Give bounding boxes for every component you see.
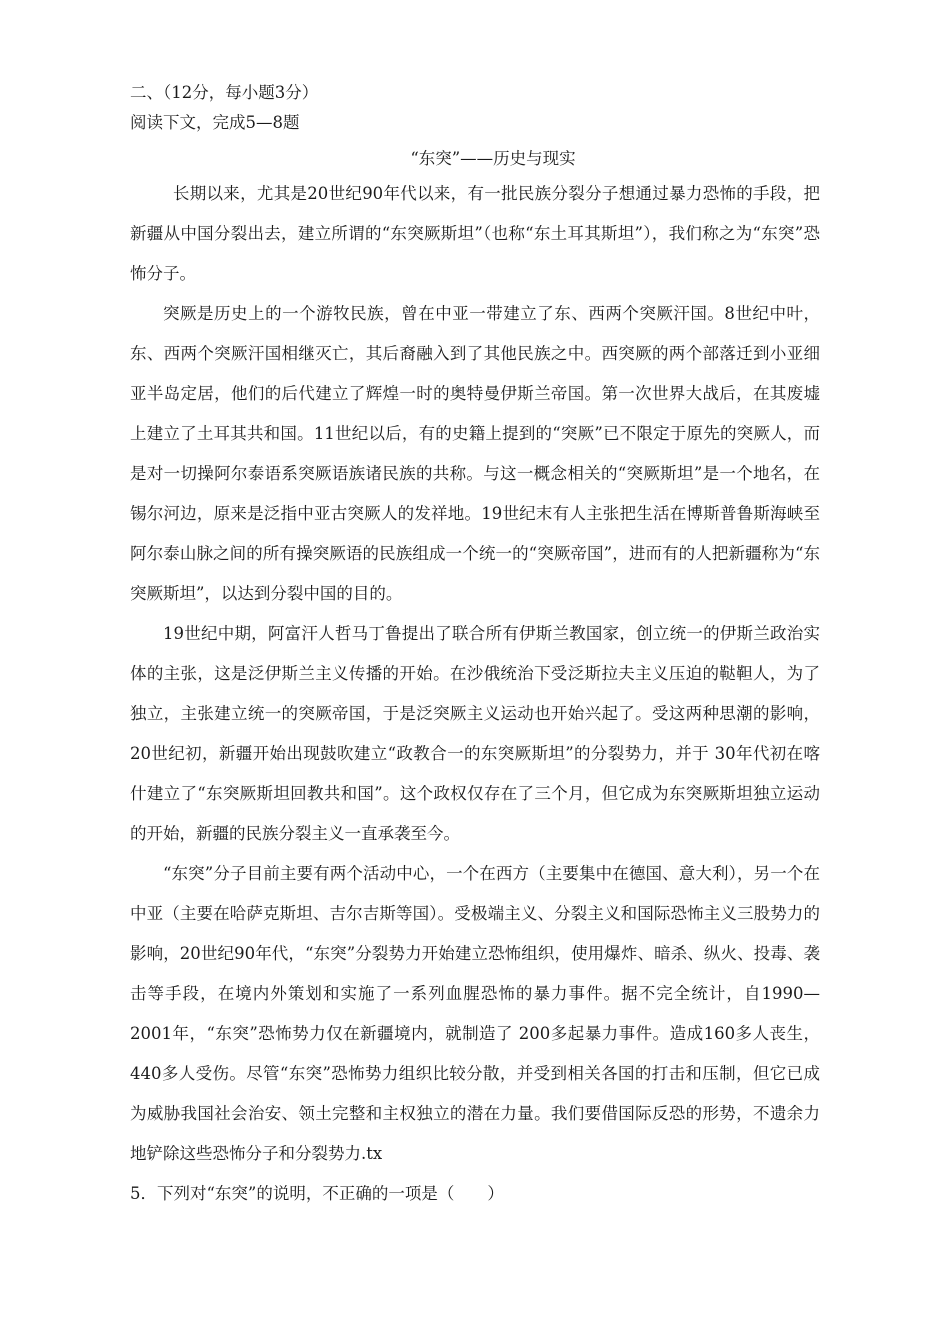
reading-instruction: 阅读下文，完成5—8题 (130, 113, 300, 132)
article-body (130, 174, 820, 1174)
article-paragraph-4: “东突”分子目前主要有两个活动中心，一个在西方（主要集中在德国、意大利），另一个在中亚（主要在哈萨克斯坦、吉尔吉斯等国）。受极端主义、分裂主义和国际恐怖主义三股势力的影响，20世纪90年代，“东突”分裂势力开始建立恐怖组织，使用爆炸、暗杀、纵火、投毒、袭击等手段，在境内外策划和实施了一系列血腥恐怖的暴力事件。据不完全统计，自1990—2001年，“东突”恐怖势力仅在新疆境内，就制造了 200多起暴力事件。造成160多人丧生，440多人受伤。尽管“东突”恐怖势力组织比较分散，并受到相关各国的打击和压制，但它已成为威胁我国社会治安、领土完整和主权独立的潜在力量。我们要借国际反恐的形势，不遗余力地铲除这些恐怖分子和分裂势力.tx (130, 864, 820, 1163)
document-page (130, 78, 820, 1214)
question-5: 5．下列对“东突”的说明，不正确的一项是（ ） (130, 1184, 504, 1203)
section-heading: 二、（12分，每小题3分） (130, 83, 319, 102)
article-paragraph-2: 突厥是历史上的一个游牧民族，曾在中亚一带建立了东、西两个突厥汗国。8世纪中叶，东、西两个突厥汗国相继灭亡，其后裔融入到了其他民族之中。西突厥的两个部落迁到小亚细亚半岛定居，他们的后代建立了辉煌一时的奥特曼伊斯兰帝国。第一次世界大战后，在其废墟上建立了土耳其共和国。11世纪以后，有的史籍上提到的“突厥”已不限定于原先的突厥人，而是对一切操阿尔泰语系突厥语族诸民族的共称。与这一概念相关的“突厥斯坦”是一个地名，在锡尔河边，原来是泛指中亚古突厥人的发祥地。19世纪末有人主张把生活在博斯普鲁斯海峡至阿尔泰山脉之间的所有操突厥语的民族组成一个统一的“突厥帝国”，进而有的人把新疆称为“东突厥斯坦”，以达到分裂中国的目的。 (130, 304, 820, 603)
article-paragraph-3: 19世纪中期，阿富汗人哲马丁鲁提出了联合所有伊斯兰教国家，创立统一的伊斯兰政治实体的主张，这是泛伊斯兰主义传播的开始。在沙俄统治下受泛斯拉夫主义压迫的鞑靼人，为了独立，主张建立统一的突厥帝国，于是泛突厥主义运动也开始兴起了。受这两种思潮的影响，20世纪初，新疆开始出现鼓吹建立“政教合一的东突厥斯坦”的分裂势力，并于 30年代初在喀什建立了“东突厥斯坦回教共和国”。这个政权仅存在了三个月，但它成为东突厥斯坦独立运动的开始，新疆的民族分裂主义一直承袭至今。 (130, 624, 820, 843)
article-paragraph-1: 长期以来，尤其是20世纪90年代以来，有一批民族分裂分子想通过暴力恐怖的手段，把新疆从中国分裂出去，建立所谓的“东突厥斯坦”（也称“东土耳其斯坦”），我们称之为“东突”恐怖分子。 (130, 184, 820, 283)
article-title: “东突”——历史与现实 (410, 149, 576, 168)
